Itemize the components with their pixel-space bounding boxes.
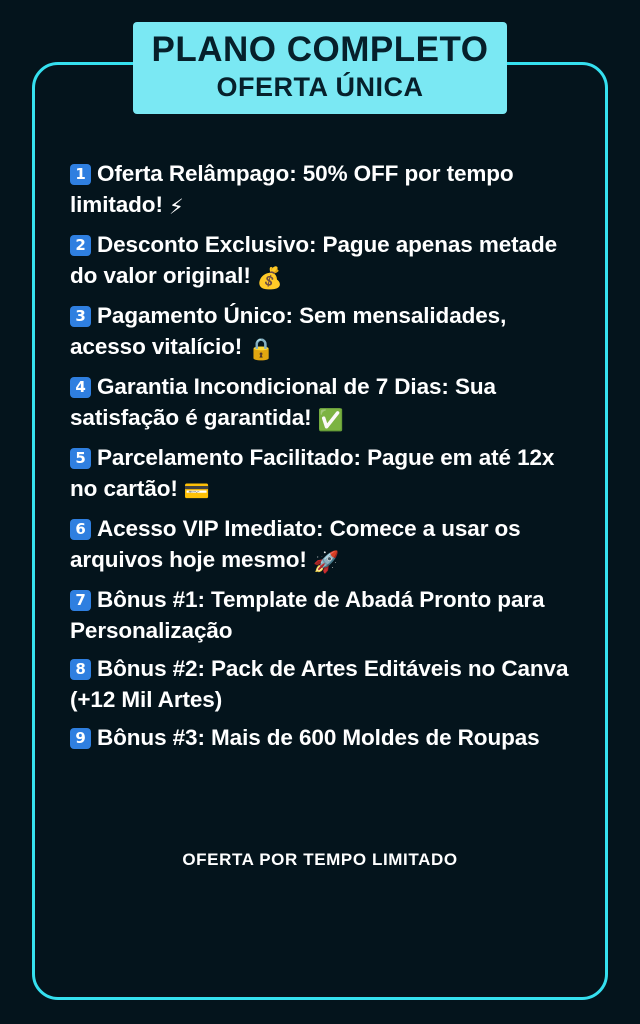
list-item	[70, 513, 572, 577]
list-item	[70, 229, 572, 293]
list-item-label: Bônus #3: Mais de 600 Moldes de Roupas	[97, 725, 540, 751]
list-item	[70, 722, 572, 753]
list-item-emoji-icon: 🔒	[248, 337, 275, 362]
list-item-emoji-icon: ⚡	[169, 195, 184, 220]
benefits-list	[70, 158, 572, 760]
list-item-number-badge: 9	[70, 728, 91, 749]
list-item	[70, 300, 572, 364]
list-item-number-badge: 3	[70, 306, 91, 327]
list-item-number-badge: 2	[70, 235, 91, 256]
list-item-label: Bônus #1: Template de Abadá Pronto para Personalização	[70, 587, 545, 644]
title-banner	[133, 22, 507, 114]
list-item-emoji-icon: 💰	[256, 266, 283, 291]
list-item-emoji-icon: 🚀	[312, 550, 340, 575]
list-item	[70, 158, 572, 222]
footer-note: OFERTA POR TEMPO LIMITADO	[182, 850, 458, 869]
list-item-label: Parcelamento Facilitado: Pague em até 12x no cartão!	[70, 445, 555, 502]
page-title: PLANO COMPLETO	[151, 30, 489, 69]
list-item-label: Desconto Exclusivo: Pague apenas metade do valor original!	[70, 232, 558, 289]
list-item-label: Acesso VIP Imediato: Comece a usar os arquivos hoje mesmo!	[70, 516, 521, 573]
list-item-number-badge: 8	[70, 659, 91, 680]
list-item	[70, 371, 572, 435]
list-item-number-badge: 1	[70, 164, 91, 185]
list-item	[70, 653, 572, 715]
page-subtitle: OFERTA ÚNICA	[216, 71, 424, 102]
list-item-number-badge: 7	[70, 590, 91, 611]
list-item-label: Oferta Relâmpago: 50% OFF por tempo limitado!	[70, 161, 514, 218]
list-item-label: Bônus #2: Pack de Artes Editáveis no Canva (+12 Mil Artes)	[70, 656, 569, 713]
list-item-number-badge: 6	[70, 519, 91, 540]
list-item-emoji-icon: ✅	[317, 408, 344, 433]
list-item-number-badge: 4	[70, 377, 91, 398]
list-item	[70, 442, 572, 506]
list-item-label: Pagamento Único: Sem mensalidades, acesso vitalício!	[70, 303, 507, 360]
list-item	[70, 584, 572, 646]
list-item-label: Garantia Incondicional de 7 Dias: Sua satisfação é garantida!	[70, 374, 496, 431]
list-item-emoji-icon: 💳	[183, 479, 210, 504]
list-item-number-badge: 5	[70, 448, 91, 469]
